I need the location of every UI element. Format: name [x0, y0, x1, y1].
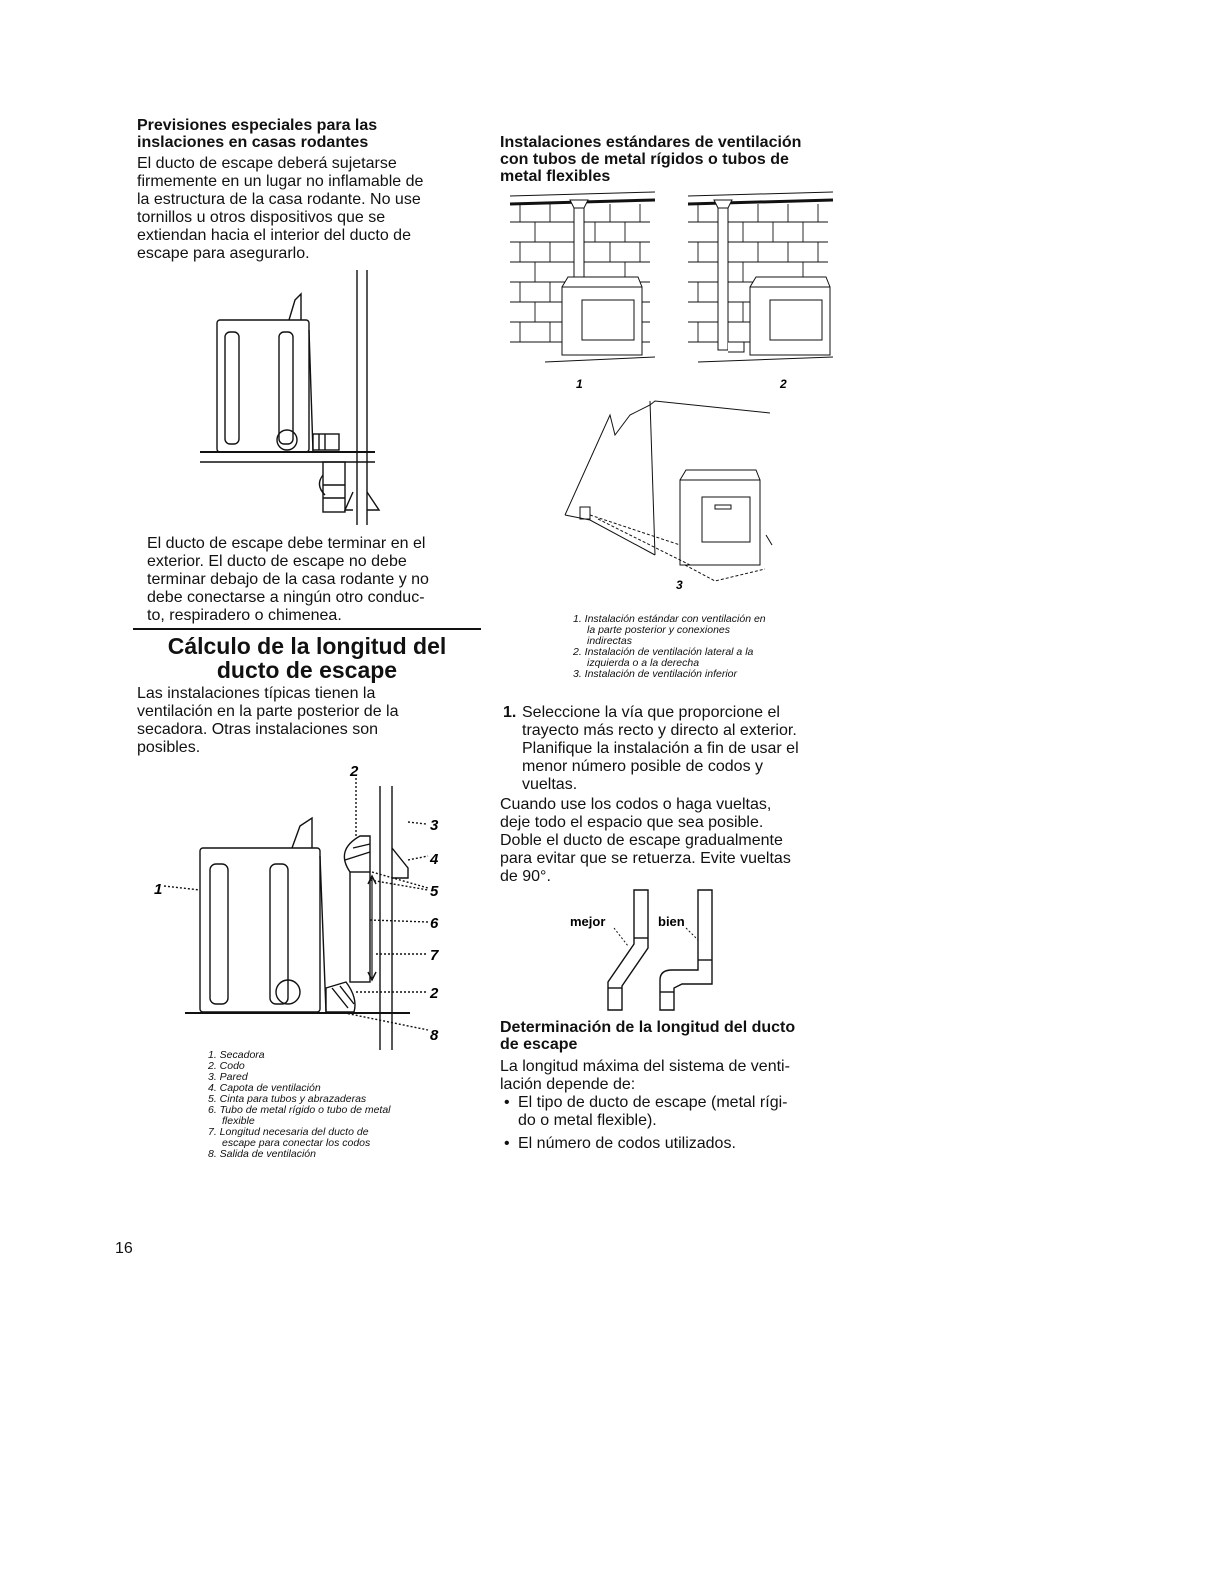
callout-1: 1: [154, 881, 163, 898]
duct-diagram-legend: 1. Secadora 2. Codo 3. Pared 4. Capota de ventilación 5. Cinta para tubos y abrazaderas 6. Tubo de metal rígido o tubo de metal flexible 7. Longitud necesaria del ducto de escape para conectar los codos 8. Salida de ventilación: [208, 1049, 391, 1160]
length-paragraph: La longitud máxima del sistema de venti- lación depende de:: [500, 1058, 790, 1093]
duct-length-diagram: [150, 760, 470, 1050]
length-heading: Determinación de la longitud del ducto de escape: [500, 1019, 796, 1053]
fig-bottom-vent: [560, 395, 780, 600]
fig-number-2: 2: [780, 377, 787, 391]
fig-rear-vent: [510, 192, 655, 391]
calc-paragraph: Las instalaciones típicas tienen la ventilación en la parte posterior de la secadora. Otras instalaciones son posibles.: [137, 685, 399, 756]
bullet-elbow-count: El número de codos utilizados.: [518, 1135, 736, 1152]
mobile-home-paragraph-2: El ducto de escape debe terminar en el exterior. El ducto de escape no debe terminar debajo de la casa rodante y no debe conectarse a ningún otro conduc- to, respiradero o chimenea.: [147, 535, 429, 624]
callout-8: 8: [430, 1027, 439, 1044]
callout-2-top: 2: [350, 763, 359, 780]
label-better: mejor: [570, 914, 606, 929]
label-good: bien: [658, 914, 685, 929]
fig-number-1: 1: [576, 377, 583, 391]
elbow-comparison-diagram: [560, 888, 730, 1013]
mobile-home-vent-diagram: [195, 270, 415, 525]
standard-install-heading: Instalaciones estándares de ventilación con tubos de metal rígidos o tubos de metal flexibles: [500, 134, 802, 185]
callout-4: 4: [430, 851, 439, 868]
callout-5: 5: [430, 883, 439, 900]
bullet-duct-type: El tipo de ducto de escape (metal rígi- do o metal flexible).: [518, 1094, 788, 1129]
step-1-number: 1.: [503, 704, 517, 721]
calc-title: Cálculo de la longitud del ducto de escape: [167, 633, 447, 683]
fig-side-vent: [688, 192, 833, 391]
page-number: 16: [115, 1240, 133, 1257]
section-divider: [133, 628, 481, 630]
callout-3: 3: [430, 817, 439, 834]
callout-7: 7: [430, 947, 439, 964]
standard-install-legend: 1. Instalación estándar con ventilación en la parte posterior y conexiones indirectas 2. Instalación de ventilación lateral a la izquierda o a la derecha 3. Instalación de ventilación inferior: [573, 613, 766, 680]
callout-2-bottom: 2: [430, 985, 439, 1002]
fig-number-3: 3: [676, 578, 683, 592]
callout-6: 6: [430, 915, 439, 932]
turns-paragraph: Cuando use los codos o haga vueltas, deje todo el espacio que sea posible. Doble el ducto de escape gradualmente para evitar que se retuerza. Evite vueltas de 90°.: [500, 796, 791, 885]
bullet-marker: •: [504, 1135, 510, 1152]
mobile-home-paragraph: El ducto de escape deberá sujetarse firmemente en un lugar no inflamable de la estructura de la casa rodante. No use tornillos u otros dispositivos que se extiendan hacia el interior del ducto de escape para asegurarlo.: [137, 155, 424, 262]
mobile-home-heading: Previsiones especiales para las inslaciones en casas rodantes: [137, 117, 378, 151]
bullet-marker: •: [504, 1094, 510, 1111]
step-1-text: Seleccione la vía que proporcione el trayecto más recto y directo al exterior. Planifique la instalación a fin de usar el menor número posible de codos y vueltas.: [522, 704, 799, 793]
